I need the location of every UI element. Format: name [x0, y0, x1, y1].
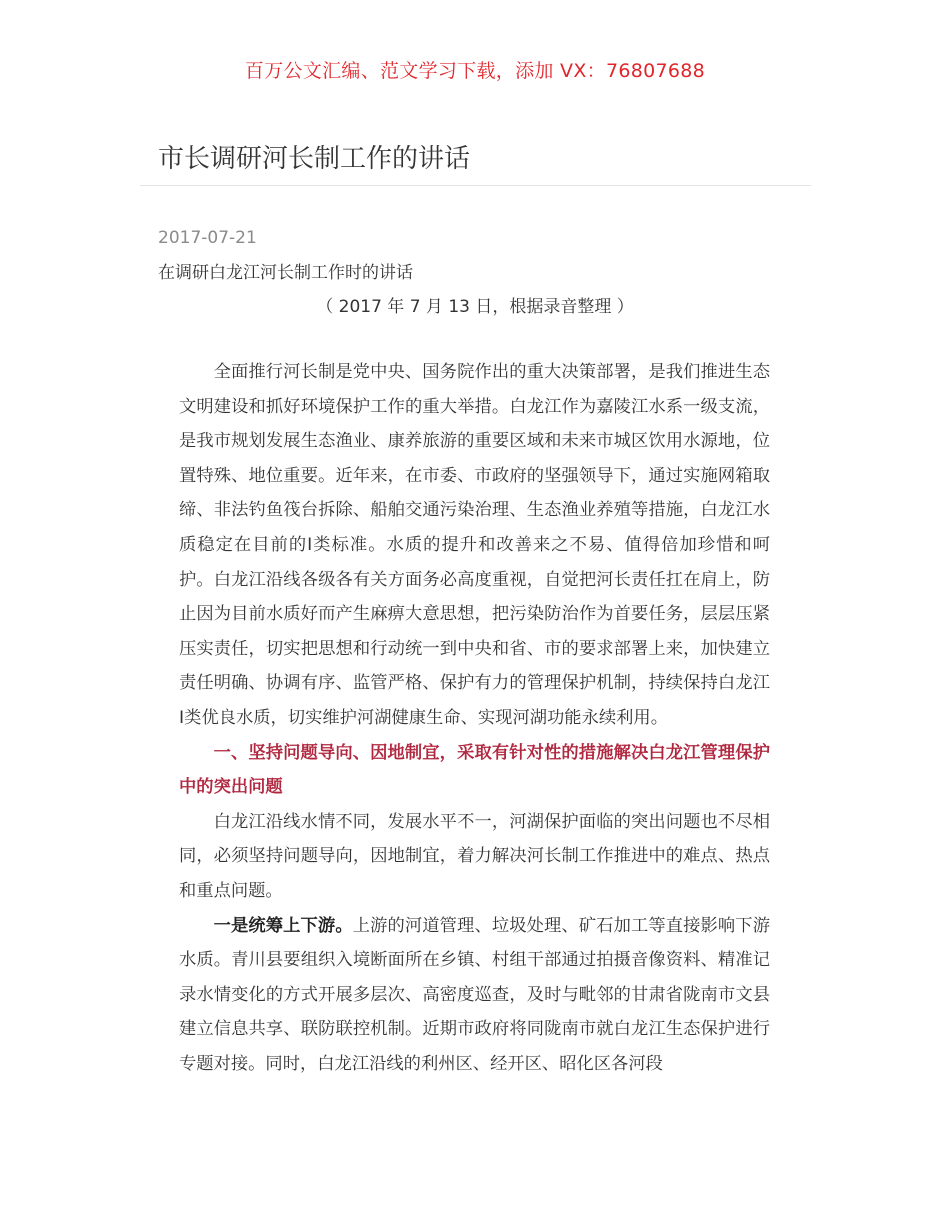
paragraph-intro: 全面推行河长制是党中央、国务院作出的重大决策部署，是我们推进生态文明建设和抓好环境保护工作的重大举措。白龙江作为嘉陵江水系一级支流，是我市规划发展生态渔业、康养旅游的重要区域和未来市城区饮用水源地，位置特殊、地位重要。近年来，在市委、市政府的坚强领导下，通过实施网箱取缔、非法钓鱼筏台拆除、船舶交通污染治理、生态渔业养殖等措施，白龙江水质稳定在目前的Ⅰ类标准。水质的提升和改善来之不易、值得倍加珍惜和呵护。白龙江沿线各级各有关方面务必高度重视，自觉把河长责任扛在肩上，防止因为目前水质好而产生麻痹大意思想，把污染防治作为首要任务，层层压紧压实责任，切实把思想和行动统一到中央和省、市的要求部署上来，加快建立责任明确、协调有序、监管严格、保护有力的管理保护机制，持续保持白龙江Ⅰ类优良水质，切实维护河湖健康生命、实现河湖功能永续利用。 [179, 362, 770, 728]
paragraph-upstream-downstream [179, 909, 770, 1082]
paragraph-section1-intro: 白龙江沿线水情不同，发展水平不一，河湖保护面临的突出问题也不尽相同，必须坚持问题导向，因地制宜，着力解决河长制工作推进中的难点、热点和重点问题。 [179, 811, 770, 901]
speech-date-note: （ 2017 年 7 月 13 日，根据录音整理 ） [316, 297, 634, 317]
promo-banner: 百万公文汇编、范文学习下载，添加 VX：76807688 [244, 60, 706, 82]
title-divider [140, 185, 811, 186]
speech-subtitle: 在调研白龙江河长制工作时的讲话 [158, 263, 413, 283]
paragraph-text: 上游的河道管理、垃圾处理、矿石加工等直接影响下游水质。青川县要组织入境断面所在乡镇、村组干部通过拍摄音像资料、精准记录水情变化的方式开展多层次、高密度巡查，及时与毗邻的甘肃省陇南市文县建立信息共享、联防联控机制。近期市政府将同陇南市就白龙江生态保护进行专题对接。同时，白龙江沿线的利州区、经开区、昭化区各河段 [179, 915, 770, 1074]
publish-date: 2017-07-21 [158, 228, 257, 248]
section-heading-1: 一、坚持问题导向、因地制宜，采取有针对性的措施解决白龙江管理保护中的突出问题 [179, 742, 770, 798]
paragraph-lead-bold: 一是统筹上下游。 [213, 915, 353, 936]
article-body [179, 355, 770, 1081]
page-title: 市长调研河长制工作的讲话 [158, 144, 471, 174]
